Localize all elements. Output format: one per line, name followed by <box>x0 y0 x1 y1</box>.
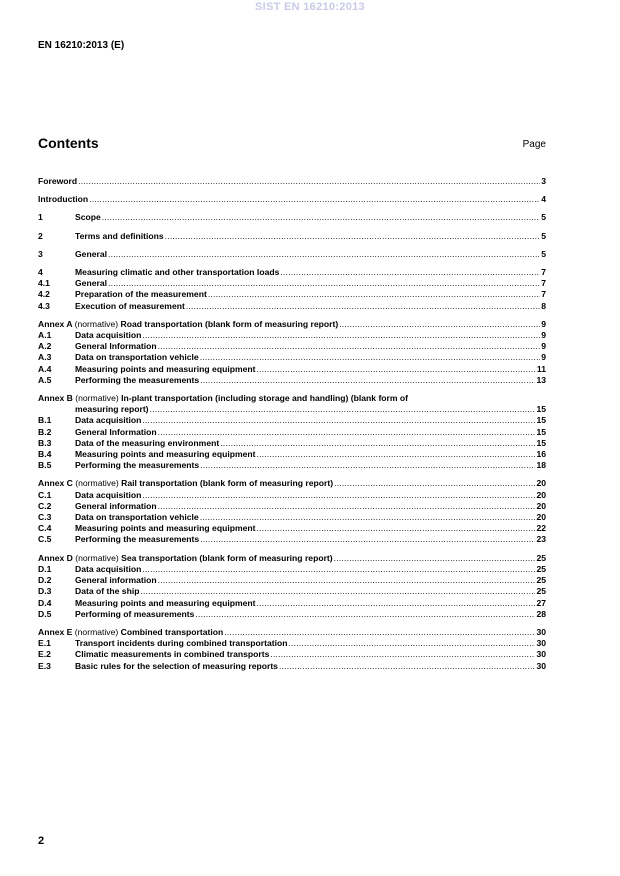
toc-entry-annex-d[interactable] <box>38 553 546 564</box>
toc-entry-title: Data on transportation vehicle <box>75 352 199 363</box>
page-number: 2 <box>38 835 45 847</box>
dot-leader <box>220 438 535 449</box>
toc-entry-number: D.2 <box>38 575 52 586</box>
toc-entry-title: Road transportation (blank form of measuring report) <box>120 318 339 329</box>
toc-entry-page: 18 <box>536 460 546 471</box>
toc-entry-number: B.3 <box>38 437 52 448</box>
toc-entry-number: 4.2 <box>38 289 50 300</box>
dot-leader <box>158 501 536 512</box>
toc-entry-title: Data acquisition <box>75 489 142 500</box>
annex-label: Annex D <box>38 552 73 563</box>
toc-entry-title: Measuring points and measuring equipment <box>75 363 256 374</box>
dot-leader <box>142 490 535 501</box>
annex-qualifier: (normative) <box>75 478 119 489</box>
toc-entry-number: A.2 <box>38 341 52 352</box>
toc-entry-d-5[interactable] <box>38 609 546 620</box>
toc-entry-annex-e[interactable] <box>38 627 546 638</box>
toc-entry-e-3[interactable] <box>38 661 546 672</box>
toc-entry-e-1[interactable] <box>38 638 546 649</box>
toc-entry-title: In-plant transportation (including storage and handling) (blank form of <box>121 393 409 404</box>
dot-leader <box>158 341 541 352</box>
toc-entry-page: 8 <box>541 300 546 311</box>
dot-leader <box>200 512 536 523</box>
toc-entry-title: General information <box>75 575 157 586</box>
toc-entry-title: General information <box>75 500 157 511</box>
dot-leader <box>102 212 540 223</box>
toc-entry-page: 5 <box>541 212 546 223</box>
toc-entry-page: 3 <box>541 176 546 186</box>
toc-entry-number: C.1 <box>38 489 52 500</box>
toc-entry-number: B.4 <box>38 449 52 460</box>
toc-entry-title: Measuring points and measuring equipment <box>75 449 256 460</box>
toc-entry-title: Data acquisition <box>75 415 142 426</box>
dot-leader <box>142 330 540 341</box>
toc-entry-d-2[interactable] <box>38 575 546 586</box>
toc-entry-b-1[interactable] <box>38 415 546 426</box>
toc-entry-page: 28 <box>536 608 546 619</box>
dot-leader <box>78 176 540 187</box>
annex-label: Annex E <box>38 626 73 637</box>
dot-leader <box>200 534 535 545</box>
toc-entry-number: A.3 <box>38 352 52 363</box>
watermark-text: SIST EN 16210:2013 <box>255 1 365 13</box>
toc-entry-b-5[interactable] <box>38 460 546 471</box>
toc-entry-4-3[interactable] <box>38 301 546 312</box>
toc-entry-page: 30 <box>536 649 546 660</box>
toc-entry-page: 20 <box>536 489 546 500</box>
toc-entry-page: 9 <box>541 330 546 341</box>
dot-leader <box>200 352 541 363</box>
toc-entry-number: 1 <box>38 212 43 223</box>
toc-entry-page: 25 <box>536 563 546 574</box>
annex-qualifier: (normative) <box>75 393 119 404</box>
toc-entry-measuring-loads[interactable] <box>38 267 546 278</box>
dot-leader <box>257 449 536 460</box>
toc-entry-page: 27 <box>536 597 546 608</box>
toc-entry-number: A.5 <box>38 374 52 385</box>
toc-entry-page: 7 <box>541 289 546 300</box>
dot-leader <box>208 289 540 300</box>
toc-entry-title: Data of the ship <box>75 586 140 597</box>
page-title: Contents <box>38 135 99 151</box>
toc-entry-a-2[interactable] <box>38 341 546 352</box>
toc-entry-page: 16 <box>536 449 546 460</box>
toc-entry-page: 11 <box>536 363 546 374</box>
toc-entry-number: D.4 <box>38 597 52 608</box>
toc-entry-title: Data on transportation vehicle <box>75 512 199 523</box>
toc-entry-page: 5 <box>541 248 546 259</box>
toc-entry-d-1[interactable] <box>38 564 546 575</box>
toc-entry-b-4[interactable] <box>38 449 546 460</box>
toc-entry-page: 30 <box>536 626 546 637</box>
toc-entry-number: C.3 <box>38 512 52 523</box>
toc-entry-4-1[interactable] <box>38 278 546 289</box>
toc-entry-title: General Information <box>75 341 157 352</box>
toc-entry-e-2[interactable] <box>38 649 546 660</box>
toc-entry-title: Terms and definitions <box>75 230 164 241</box>
toc-entry-title: Preparation of the measurement <box>75 289 207 300</box>
toc-entry-title: Basic rules for the selection of measuring reports <box>75 660 278 671</box>
toc-entry-page: 25 <box>536 575 546 586</box>
toc-entry-page: 20 <box>536 512 546 523</box>
toc-entry-page: 15 <box>536 437 546 448</box>
toc-entry-page: 13 <box>536 374 546 385</box>
dot-leader <box>158 575 536 586</box>
annex-qualifier: (normative) <box>74 626 119 637</box>
toc-entry-a-5[interactable] <box>38 375 546 386</box>
toc-entry-c-1[interactable] <box>38 490 546 501</box>
toc-entry-page: 23 <box>536 534 546 545</box>
page-column-label: Page <box>522 139 546 150</box>
dot-leader <box>257 523 536 534</box>
toc-entry-d-4[interactable] <box>38 598 546 609</box>
toc-entry-title: Performing of measurements <box>75 608 195 619</box>
toc-entry-page: 20 <box>536 478 546 489</box>
toc-entry-page: 7 <box>541 278 546 289</box>
toc-entry-page: 20 <box>536 500 546 511</box>
toc-entry-title: Foreword <box>38 176 78 186</box>
dot-leader <box>279 661 535 672</box>
dot-leader <box>140 586 535 597</box>
toc-entry-title: General Information <box>75 426 157 437</box>
toc-entry-page: 9 <box>541 318 546 329</box>
toc-entry-title: Measuring points and measuring equipment <box>75 523 256 534</box>
toc-entry-number: E.1 <box>38 638 51 649</box>
toc-entry-c-4[interactable] <box>38 523 546 534</box>
toc-entry-title: Performing the measurements <box>75 374 200 385</box>
dot-leader <box>186 301 540 312</box>
toc-entry-title: Transport incidents during combined transportation <box>75 638 288 649</box>
toc-entry-number: D.5 <box>38 608 52 619</box>
dot-leader <box>158 427 536 438</box>
toc-entry-page: 25 <box>536 586 546 597</box>
toc-entry-title: Performing the measurements <box>75 534 200 545</box>
dot-leader <box>142 415 535 426</box>
dot-leader <box>288 638 535 649</box>
toc-entry-number: D.1 <box>38 563 52 574</box>
toc-entry-annex-c[interactable] <box>38 478 546 489</box>
toc-entry-title: Performing the measurements <box>75 460 200 471</box>
annex-label: Annex B <box>38 393 73 404</box>
table-of-contents <box>38 176 546 672</box>
toc-entry-title: Data acquisition <box>75 563 142 574</box>
dot-leader <box>257 364 536 375</box>
dot-leader <box>108 249 540 260</box>
toc-entry-title: Execution of measurement <box>75 300 185 311</box>
toc-entry-number: A.1 <box>38 330 52 341</box>
dot-leader <box>270 649 535 660</box>
toc-entry-b-2[interactable] <box>38 427 546 438</box>
annex-label: Annex C <box>38 478 73 489</box>
toc-entry-4-2[interactable] <box>38 289 546 300</box>
toc-entry-b-3[interactable] <box>38 438 546 449</box>
dot-leader <box>257 598 536 609</box>
toc-entry-title: Data acquisition <box>75 330 142 341</box>
toc-entry-a-3[interactable] <box>38 352 546 363</box>
toc-entry-c-3[interactable] <box>38 512 546 523</box>
toc-entry-scope[interactable] <box>38 212 546 223</box>
toc-entry-c-2[interactable] <box>38 501 546 512</box>
toc-entry-title-continued: measuring report) <box>75 404 149 415</box>
toc-entry-annex-a[interactable] <box>38 319 546 330</box>
toc-entry-title: Introduction <box>38 194 89 205</box>
dot-leader <box>108 278 540 289</box>
dot-leader <box>200 460 535 471</box>
annex-qualifier: (normative) <box>74 318 119 329</box>
toc-entry-number: C.4 <box>38 523 52 534</box>
toc-entry-annex-b-continued[interactable] <box>38 404 546 415</box>
toc-entry-page: 25 <box>536 552 546 563</box>
dot-leader <box>334 553 536 564</box>
toc-entry-number: 4.3 <box>38 300 50 311</box>
dot-leader <box>89 194 540 205</box>
annex-label: Annex A <box>38 318 73 329</box>
toc-entry-number: E.2 <box>38 649 51 660</box>
toc-entry-title: General <box>75 278 108 289</box>
toc-entry-title: Combined transportation <box>120 626 224 637</box>
toc-entry-page: 4 <box>541 194 546 205</box>
toc-entry-a-4[interactable] <box>38 364 546 375</box>
toc-entry-a-1[interactable] <box>38 330 546 341</box>
toc-entry-number: B.5 <box>38 460 52 471</box>
document-id: EN 16210:2013 (E) <box>38 40 125 51</box>
toc-entry-title: Measuring points and measuring equipment <box>75 597 256 608</box>
toc-entry-foreword[interactable] <box>38 176 546 187</box>
toc-entry-page: 30 <box>536 660 546 671</box>
toc-entry-general[interactable] <box>38 249 546 260</box>
dot-leader <box>334 478 535 489</box>
toc-entry-number: 4 <box>38 267 43 278</box>
toc-entry-number: B.2 <box>38 426 52 437</box>
dot-leader <box>200 375 535 386</box>
dot-leader <box>150 404 536 415</box>
toc-entry-number: C.2 <box>38 500 52 511</box>
toc-entry-title: Climatic measurements in combined transports <box>75 649 270 660</box>
toc-entry-number: 3 <box>38 248 43 259</box>
toc-entry-number: E.3 <box>38 660 51 671</box>
toc-entry-title: Data of the measuring environment <box>75 437 220 448</box>
dot-leader <box>195 609 535 620</box>
dot-leader <box>339 319 540 330</box>
toc-entry-page: 9 <box>541 352 546 363</box>
toc-entry-page: 22 <box>536 523 546 534</box>
toc-entry-annex-b[interactable] <box>38 393 546 404</box>
toc-entry-page: 5 <box>541 230 546 241</box>
dot-leader <box>280 267 540 278</box>
toc-entry-page: 9 <box>541 341 546 352</box>
annex-qualifier: (normative) <box>75 552 119 563</box>
toc-entry-title: Sea transportation (blank form of measuring report) <box>121 552 333 563</box>
toc-entry-title: Scope <box>75 212 101 223</box>
toc-entry-page: 30 <box>536 638 546 649</box>
toc-entry-page: 7 <box>541 267 546 278</box>
dot-leader <box>142 564 535 575</box>
toc-entry-number: 2 <box>38 230 43 241</box>
toc-entry-page: 15 <box>536 426 546 437</box>
toc-entry-d-3[interactable] <box>38 586 546 597</box>
toc-entry-title: Rail transportation (blank form of measuring report) <box>121 478 334 489</box>
toc-entry-number: C.5 <box>38 534 52 545</box>
toc-entry-c-5[interactable] <box>38 534 546 545</box>
dot-leader <box>165 231 541 242</box>
toc-entry-title: Measuring climatic and other transportation loads <box>75 267 280 278</box>
toc-entry-title: General <box>75 248 108 259</box>
toc-entry-introduction[interactable] <box>38 194 546 205</box>
toc-entry-number: B.1 <box>38 415 52 426</box>
toc-entry-page: 15 <box>536 404 546 415</box>
toc-entry-number: D.3 <box>38 586 52 597</box>
toc-entry-number: 4.1 <box>38 278 50 289</box>
dot-leader <box>224 627 535 638</box>
toc-entry-page: 15 <box>536 415 546 426</box>
toc-entry-terms[interactable] <box>38 231 546 242</box>
toc-entry-number: A.4 <box>38 363 52 374</box>
